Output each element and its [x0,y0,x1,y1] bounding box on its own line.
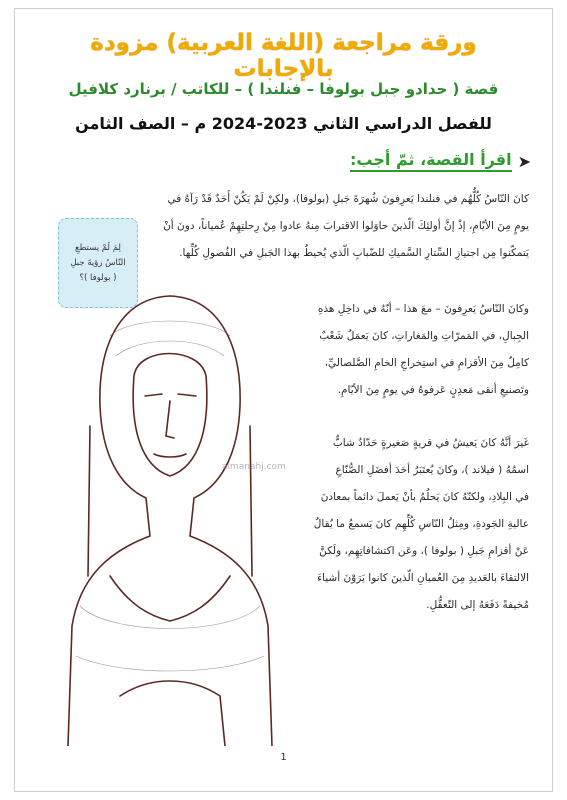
story-paragraph-2 [289,296,529,404]
page-title: ورقة مراجعة (اللغة العربية) مزودة بالإجابات [90,30,477,82]
story-line: كانَ النّاسُ كُلُّهُم في فنلندا يَعرِفونَ شُهرَةَ جَبلِ (بولوفا)، ولكِنْ لَمْ يَكُنْ أَحَدٌ قَدْ رَآهُ في [167,193,529,205]
story-line: عَنْ أقزامِ جَبلِ ( بولوفا )، وعَن اكتشافاتِهِم، ولَكنَّ [319,545,529,557]
semester-line: للفصل الدراسي الثاني 2023-2024 م – الصف الثامن [75,114,492,133]
story-line: يومٍ مِنَ الأيّامِ، إذْ إنَّ أولئِكَ الّذينَ حاوَلوا الاقترابَ مِنهُ عادوا مِنْ رِحلتِهِمْ عُمياناً، دونَ أنْ [163,220,529,232]
story-line: يَتمكّنوا مِن اجتيازِ السِّتارِ السَّميكِ للضّبابِ الّذي يُحيطُ بهذا الجَبلِ في الفُصولِ كُلِّها. [179,247,529,259]
story-line: عاليةِ الجَودةِ، ومِثلُ النّاسِ كُلِّهِم كانَ يَسمعُ ما يُقالُ [313,518,529,530]
callout-line: ( بولوفا )؟ [79,272,117,283]
instruction-label: اقرأ القصة، ثمّ أجب: [350,150,512,172]
story-line: مُخيفةً دَفَعَهُ إلى التّعقُّلِ. [426,599,529,611]
callout-line: النّاسُ رؤيةَ جبلِ [70,257,126,268]
question-callout [58,218,138,308]
story-line: في البِلادِ، ولكنّهُ كانَ يَحلُمُ بأنْ يَعملَ دائماً بمعادنَ [320,491,529,503]
story-line: كامِلٌ مِنَ الأقزامِ في استِخراجِ الخامِ الصَّلصاليِّ، [324,357,529,369]
page-number: 1 [280,752,287,763]
story-paragraph-3 [289,430,529,619]
sketch-illustration [50,276,290,746]
story-line: وكانَ النّاسُ يَعرِفونَ – معَ هذا – أنّهُ في داخِلِ هذهِ [317,303,529,315]
story-line: غَيرَ أنَّهُ كانَ يَعيشُ في قريةٍ صَغيرةٍ حَدّادٌ شابٌّ [332,437,529,449]
story-line: الجِبالِ، في المَمرّاتِ والمَغاراتِ، كانَ يَعمَلُ شَعْبٌ [319,330,529,342]
instruction-heading [350,150,531,172]
arrow-icon: ➤ [517,151,531,171]
story-subtitle: قصة ( حدادو جبل بولوفا – فنلندا ) – للكاتب / برنارد كلافيل [68,80,499,98]
callout-line: لِمَ لَمْ يستطعِ [75,242,121,253]
story-line: وتَصنيعِ أنقى مَعدِنٍ عَرفوهُ في يومٍ مِنَ الأيّامِ. [337,384,529,396]
watermark: almanahj.com [222,462,286,472]
story-line: اسمُهُ ( فيلاند )، وكانَ يُعتَبَرُ أحَدَ أفضَلِ الصُّنّاعِ [335,464,529,476]
story-line: الالتقاءَ بالعَديدِ مِنَ العُميانِ الّذينَ كانوا يَرَوْنَ أشياءَ [317,572,529,584]
